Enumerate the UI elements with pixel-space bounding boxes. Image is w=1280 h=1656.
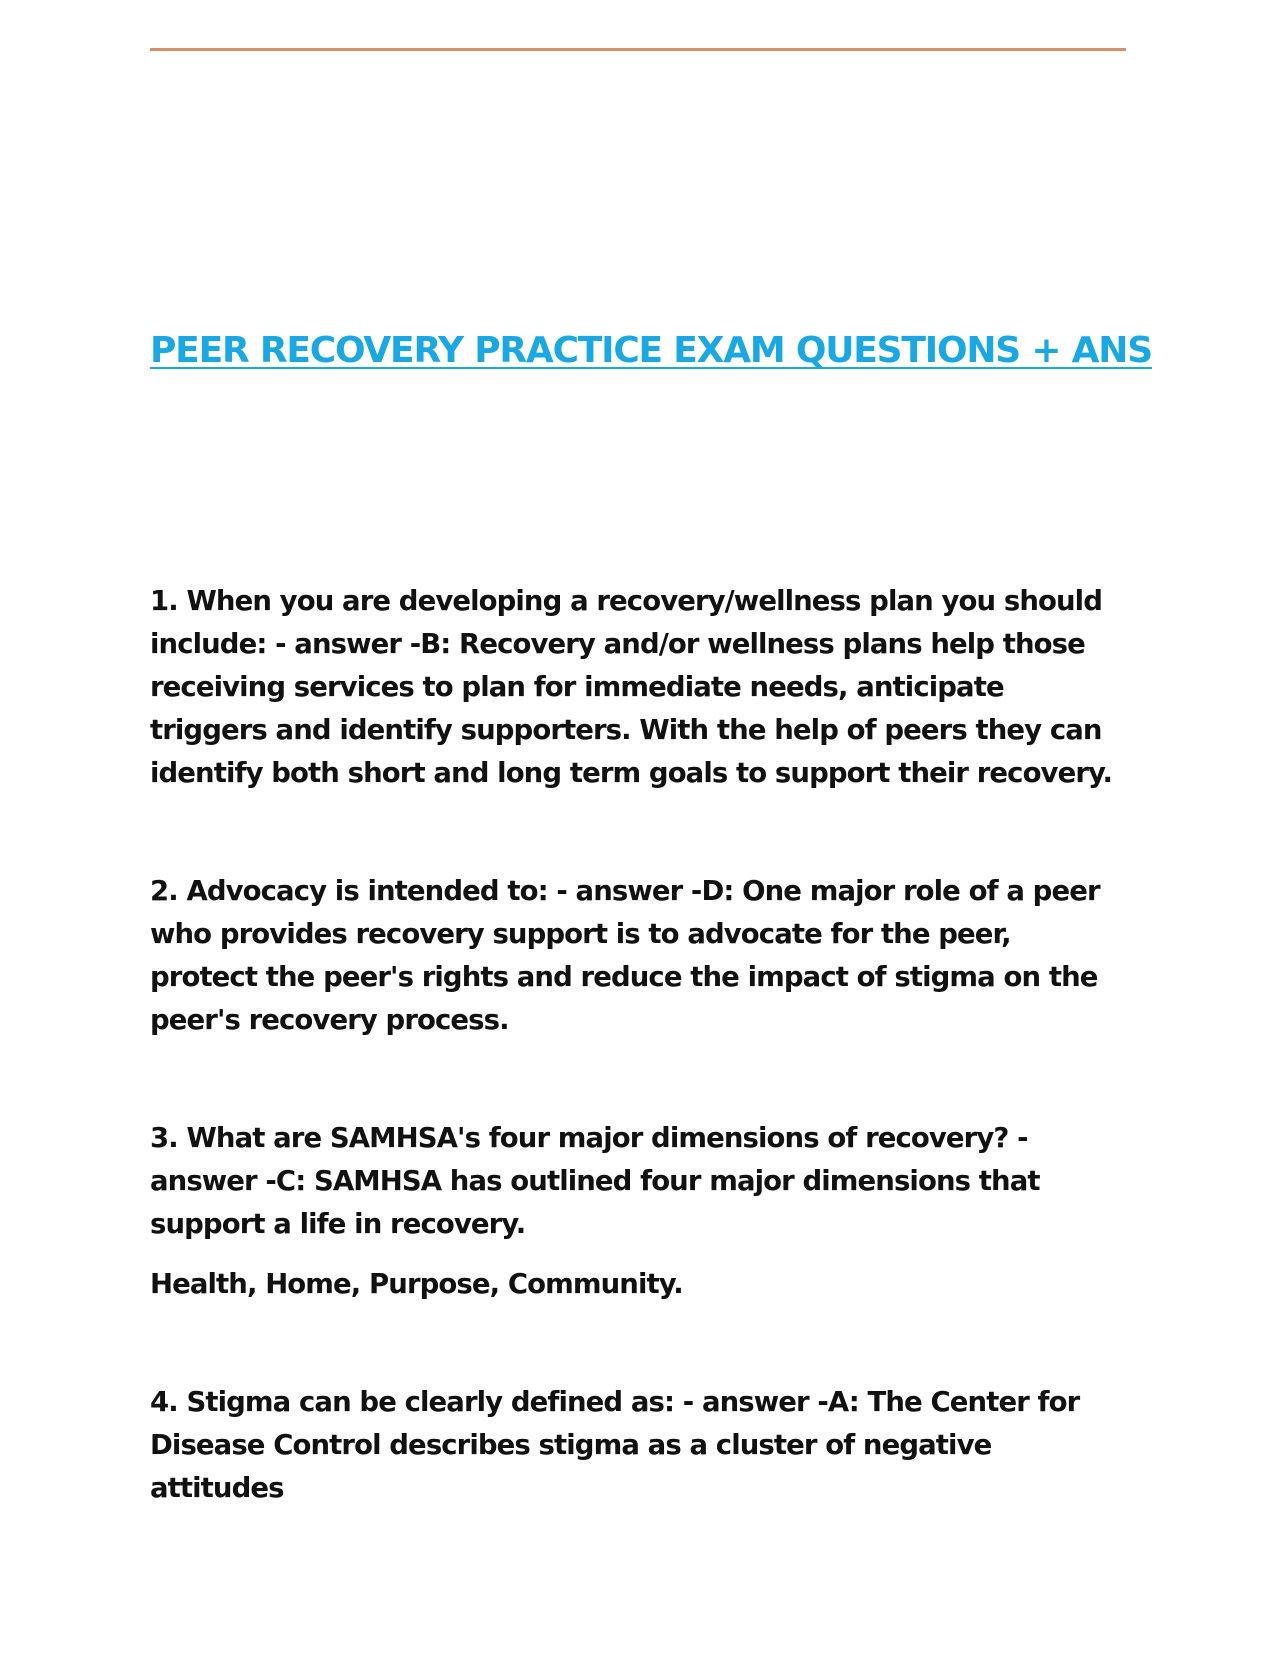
document-title[interactable]: PEER RECOVERY PRACTICE EXAM QUESTIONS + ANS (150, 330, 1152, 371)
question-1: 1. When you are developing a recovery/wellness plan you should include: - answer -B: Recovery and/or wellness plans help those receiving services to plan for immediate needs, anticipate triggers and identify supporters. With the help of peers they can identify both short and long term goals to support their recovery. (150, 585, 1113, 789)
question-2: 2. Advocacy is intended to: - answer -D: One major role of a peer who provides recovery support is to advocate for the peer, protect the peer's rights and reduce the impact of stigma on the peer's recovery process. (150, 875, 1100, 1036)
question-4: 4. Stigma can be clearly defined as: - answer -A: The Center for Disease Control describes stigma as a cluster of negative attitudes (150, 1386, 1080, 1504)
header-rule (150, 48, 1126, 51)
question-3: 3. What are SAMHSA's four major dimensions of recovery? - answer -C: SAMHSA has outlined four major dimensions that support a life in recovery. (150, 1122, 1040, 1240)
question-3-dimensions: Health, Home, Purpose, Community. (150, 1268, 683, 1300)
